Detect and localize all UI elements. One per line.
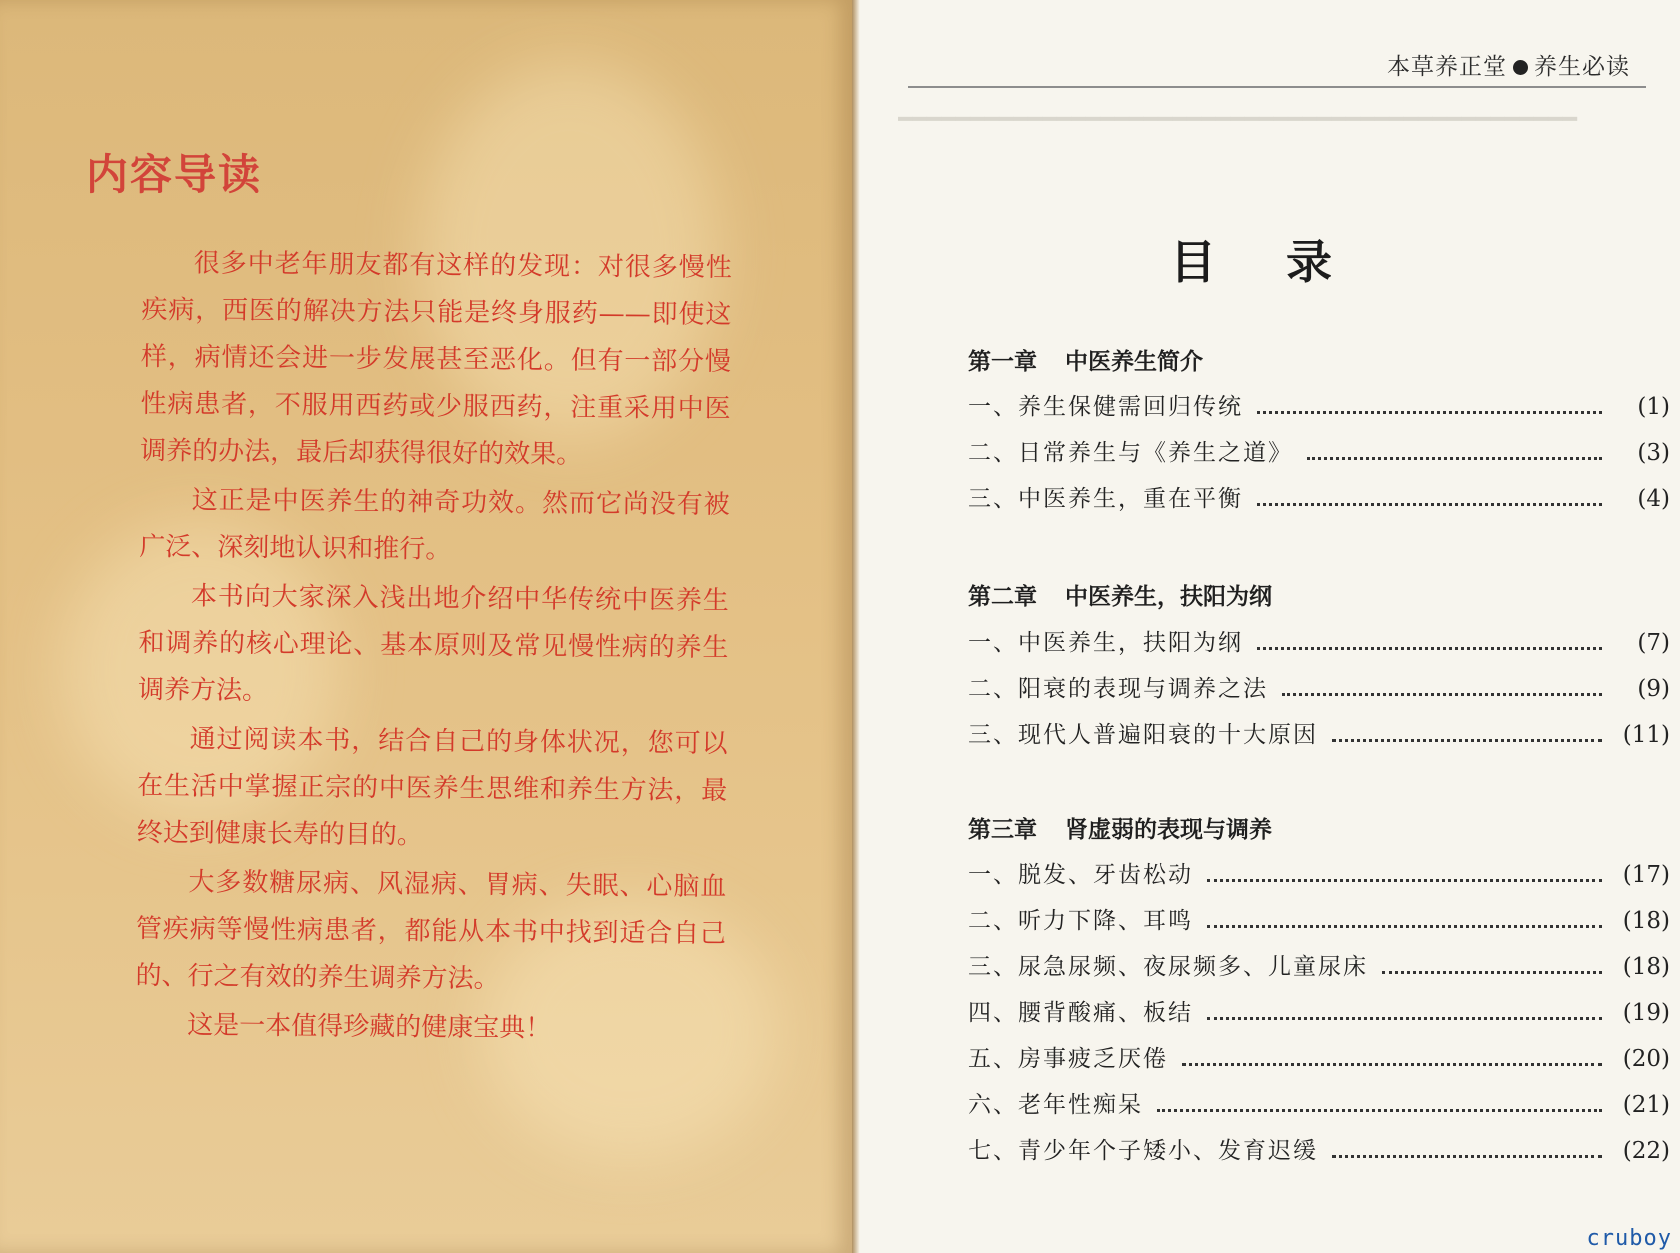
scanner-watermark: cruboy — [1586, 1226, 1672, 1251]
dot-leader — [1207, 1017, 1602, 1020]
entry-page-number: (19) — [1622, 1000, 1670, 1026]
entry-page-number: (18) — [1622, 908, 1670, 934]
dot-leader — [1332, 739, 1602, 742]
entry-page-number: (22) — [1622, 1138, 1670, 1164]
dot-leader — [1257, 647, 1602, 650]
toc-entry[interactable] — [968, 902, 1670, 938]
intro-paragraph-3: 本书向大家深入浅出地介绍中华传统中医养生和调养的核心理论、基本原则及常见慢性病的养生调养方法。 — [137, 581, 730, 707]
chapter-title: 中医养生简介 — [1065, 349, 1203, 375]
toc-entry[interactable] — [968, 716, 1670, 752]
right-page — [860, 0, 1680, 1253]
dot-leader — [1282, 693, 1602, 696]
entry-label: 一、中医养生，扶阳为纲 — [968, 630, 1243, 656]
dot-leader — [1332, 1155, 1602, 1158]
entry-label: 三、尿急尿频、夜尿频多、儿童尿床 — [968, 954, 1368, 980]
toc-entry[interactable] — [968, 388, 1670, 424]
toc-entry[interactable] — [968, 1040, 1670, 1076]
header-series: 本草养正堂 — [1387, 54, 1507, 80]
toc-entry[interactable] — [968, 856, 1670, 892]
chapter-number: 第二章 — [968, 584, 1037, 610]
chapter-title: 肾虚弱的表现与调养 — [1065, 817, 1272, 843]
entry-page-number: (4) — [1637, 486, 1670, 512]
intro-text — [135, 240, 732, 1056]
toc-entry[interactable] — [968, 624, 1670, 660]
entry-label: 三、中医养生，重在平衡 — [968, 486, 1243, 512]
toc-entry[interactable] — [968, 670, 1670, 706]
entry-label: 二、听力下降、耳鸣 — [968, 908, 1193, 934]
toc-entry[interactable] — [968, 480, 1670, 516]
entry-page-number: (7) — [1637, 630, 1670, 656]
entry-page-number: (18) — [1622, 954, 1670, 980]
header-subtitle: 养生必读 — [1534, 54, 1630, 80]
toc-entry[interactable] — [968, 1132, 1670, 1168]
toc-entry[interactable] — [968, 948, 1670, 984]
dot-leader — [1182, 1063, 1602, 1066]
entry-label: 三、现代人普遍阳衰的十大原因 — [968, 722, 1318, 748]
toc-entry[interactable] — [968, 994, 1670, 1030]
entry-page-number: (20) — [1622, 1046, 1670, 1072]
toc-title: 目录 — [1170, 235, 1402, 289]
chapter-heading — [968, 811, 1272, 844]
book-spine — [852, 0, 860, 1253]
entry-label: 六、老年性痴呆 — [968, 1092, 1143, 1118]
dot-leader — [1257, 411, 1602, 414]
entry-page-number: (11) — [1622, 722, 1670, 748]
entry-label: 四、腰背酸痛、板结 — [968, 1000, 1193, 1026]
intro-paragraph-4: 通过阅读本书，结合自己的身体状况，您可以在生活中掌握正宗的中医养生思维和养生方法，最终达到健康长寿的目的。 — [136, 724, 728, 851]
entry-label: 二、阳衰的表现与调养之法 — [968, 676, 1268, 702]
running-header — [1387, 48, 1630, 81]
header-rule — [908, 86, 1646, 88]
chapter-heading — [968, 578, 1272, 611]
entry-page-number: (9) — [1637, 676, 1670, 702]
dot-leader — [1257, 503, 1602, 506]
dot-leader — [1207, 879, 1602, 882]
entry-label: 五、房事疲乏厌倦 — [968, 1046, 1168, 1072]
dot-leader — [1307, 457, 1602, 460]
intro-paragraph-2: 这正是中医养生的神奇功效。然而它尚没有被广泛、深刻地认识和推行。 — [139, 485, 730, 565]
dot-leader — [1157, 1109, 1602, 1112]
entry-label: 七、青少年个子矮小、发育迟缓 — [968, 1138, 1318, 1164]
intro-paragraph-1: 很多中老年朋友都有这样的发现：对很多慢性疾病，西医的解决方法只能是终身服药——即使这样，病情还会进一步发展甚至恶化。但有一部分慢性病患者，不服用西药或少服西药，注重采用中医调养的办法，最后却获得很好的效果。 — [140, 248, 732, 470]
entry-page-number: (1) — [1637, 394, 1670, 420]
chapter-title: 中医养生，扶阳为纲 — [1065, 584, 1272, 610]
chapter-number: 第一章 — [968, 349, 1037, 375]
intro-paragraph-6: 这是一本值得珍藏的健康宝典！ — [187, 1010, 552, 1044]
chapter-number: 第三章 — [968, 817, 1037, 843]
bullet-dot-icon — [1513, 60, 1528, 75]
toc-entry[interactable] — [968, 1086, 1670, 1122]
show-through-texture: ━━━━━━━━━━━━━━━━━━━━━━━━━━━━━━━━━━━━━━━━━━━━━━━ — [898, 105, 1578, 133]
intro-title: 内容导读 — [86, 150, 263, 199]
entry-page-number: (17) — [1622, 862, 1670, 888]
intro-paragraph-5: 大多数糖尿病、风湿病、胃病、失眠、心脑血管疾病等慢性病患者，都能从本书中找到适合自己的、行之有效的养生调养方法。 — [135, 867, 727, 995]
entry-label: 一、养生保健需回归传统 — [968, 394, 1243, 420]
chapter-heading — [968, 343, 1203, 376]
dot-leader — [1382, 971, 1602, 974]
entry-label: 二、日常养生与《养生之道》 — [968, 440, 1293, 466]
entry-page-number: (3) — [1637, 440, 1670, 466]
dot-leader — [1207, 925, 1602, 928]
toc-entry[interactable] — [968, 434, 1670, 470]
entry-page-number: (21) — [1622, 1092, 1670, 1118]
entry-label: 一、脱发、牙齿松动 — [968, 862, 1193, 888]
